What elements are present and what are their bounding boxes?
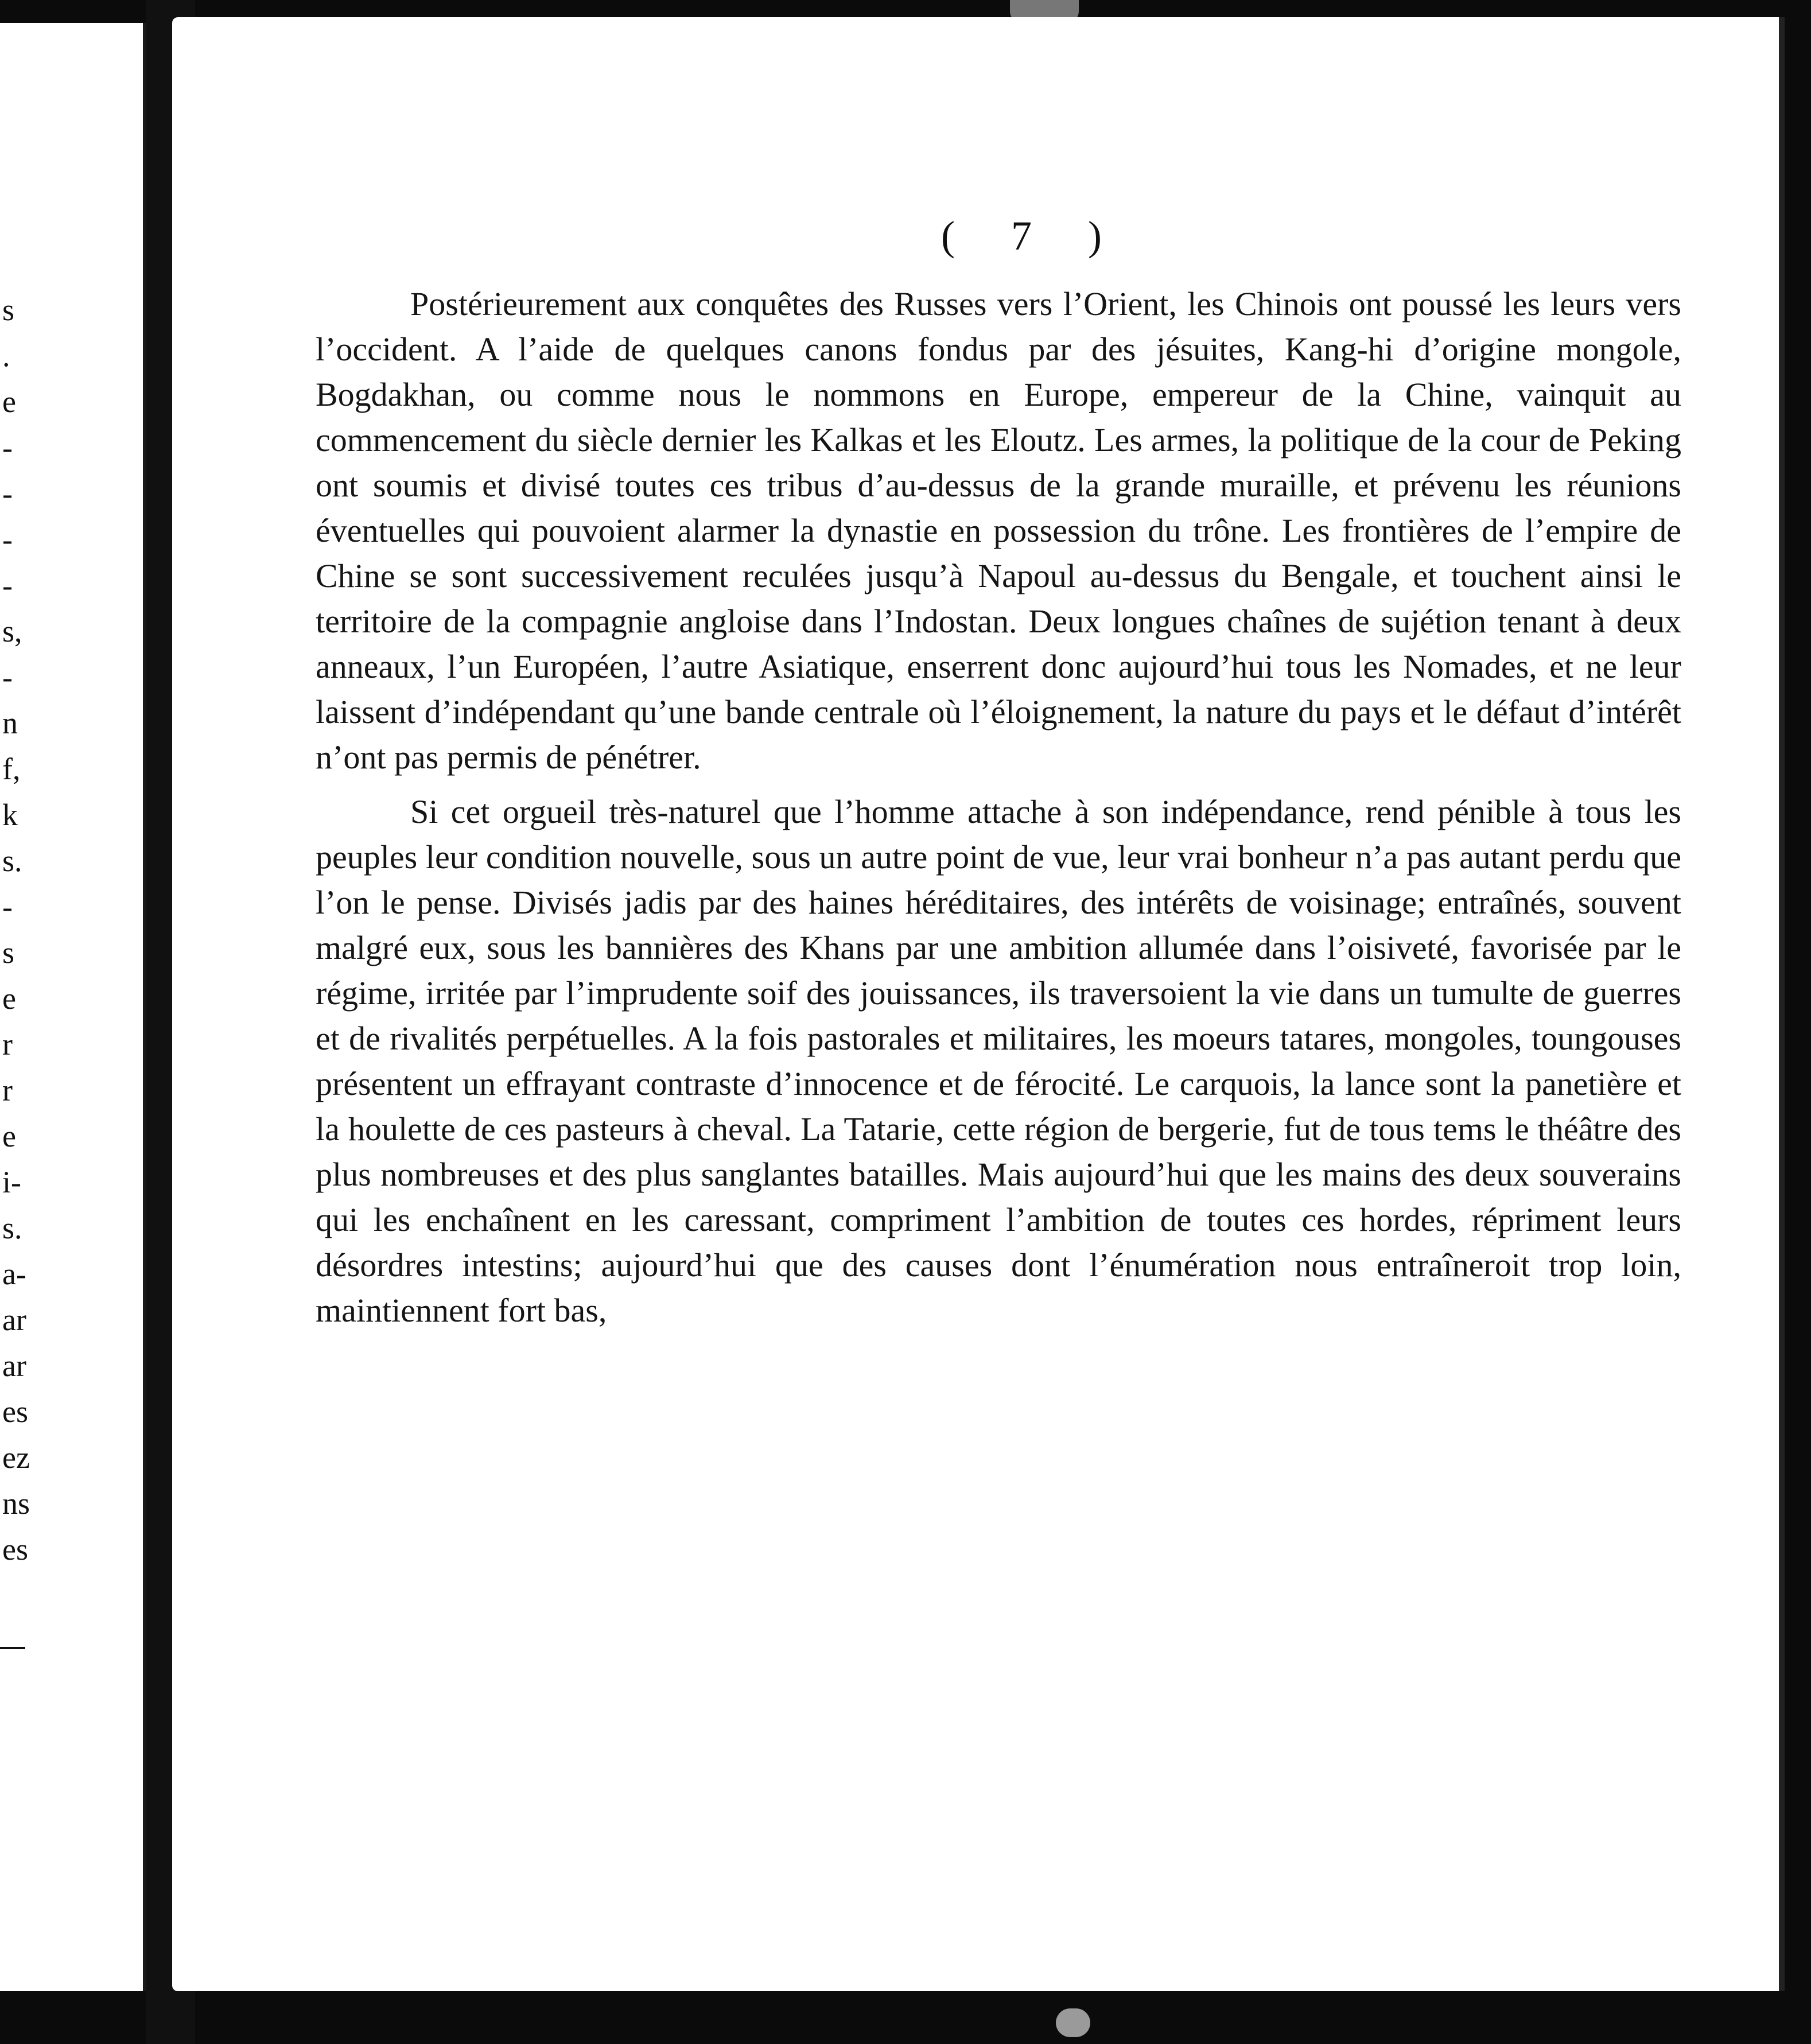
paragraph: Si cet orgueil très-naturel que l’homme attache à son indépendance, rend pénible à tous les peuples leur condition nouvelle, sous un autre point de vue, leur vrai bonheur n’a pas autant perdu que l’on le pense. Divisés jadis par des haines héréditaires, des intérêts de voisinage; entraînés, souvent malgré eux, sous les bannières des Khans par une ambition allumée dans l’oisiveté, favorisée par le régime, irritée par l’imprudente soif des jouissances, ils traversoient la vie dans un tumulte de guerres et de rivalités perpétuelles. A la fois pastorales et militaires, les moeurs tatares, mongoles, toungouses présentent un effrayant contraste d’innocence et de férocité. Le carquois, la lance sont la panetière et la houlette de ces pasteurs à cheval. La Tatarie, cette région de bergerie, fut de tous tems le théâtre des plus nombreuses et des plus sanglantes batailles. Mais aujourd’hui que les mains des deux souverains qui les enchaînent en les caressant, compriment l’ambition de toutes ces hordes, répriment leurs désordres intestins; aujourd’hui que des causes dont l’énumération nous entraîneroit trop loin, maintiennent fort bas, [316,793,1681,1329]
facing-page-left [0,23,146,1991]
fragment: s, [2,614,22,648]
fragment: f, [2,752,21,786]
fragment: s. [2,844,22,878]
fragment: k [2,798,18,832]
fragment: - [2,660,13,694]
scan-artifact-bottom [1056,2008,1090,2037]
fragment: i- [2,1165,21,1199]
fragment: - [2,889,13,924]
page-number: ( 7 ) [941,213,1125,259]
fragment: s [2,935,15,970]
fragment: ez [2,1440,30,1475]
fragment: e [2,981,16,1016]
fragment: - [2,476,13,511]
fragment: a- [2,1257,26,1291]
paragraph: Postérieurement aux conquêtes des Russes vers l’Orient, les Chinois ont poussé les leurs vers l’occident. A l’aide de quelques canons fondus par des jésuites, Kang-hi d’origine mongole, Bogdakhan, ou comme nous le nommons en Europe, empereur de la Chine, vainquit au commencement du siècle dernier les Kalkas et les Eloutz. Les armes, la politique de la cour de Peking ont soumis et divisé toutes ces tribus d’au-dessus de la grande muraille, et prévenu les réunions éventuelles qui pouvoient alarmer la dynastie en possession du trône. Les frontières de l’empire de Chine se sont successivement reculées jusqu’à Napoul au-dessus du Bengale, et touchent ainsi le territoire de la compagnie angloise dans l’Indostan. Deux longues chaînes de sujétion tenant à deux anneaux, l’un Européen, l’autre Asiatique, enserrent donc aujourd’hui tous les Nomades, et ne leur laissent d’indépendant qu’une bande centrale où l’éloignement, la nature du pays et le défaut d’intérêt n’ont pas permis de pénétrer. [316,285,1681,776]
fragment: - [2,430,13,465]
book-page [172,17,1785,1991]
fragment: - [2,568,13,603]
fragment: ar [2,1349,26,1383]
fragment: r [2,1073,13,1108]
facing-page-text-fragments [0,287,30,1572]
fragment: e [2,1119,16,1153]
fragment: es [2,1532,28,1567]
fragment: r [2,1027,13,1062]
fragment: es [2,1394,28,1429]
fragment: ar [2,1303,26,1337]
body-text [316,281,1681,1342]
fragment: . [2,339,10,373]
fragment: n [2,706,18,740]
fragment: - [2,522,13,557]
facing-page-rule [0,1647,25,1649]
fragment: ns [2,1486,30,1521]
fragment: e [2,384,16,419]
page-edge [1779,17,1785,1991]
fragment: s [2,293,15,327]
fragment: s. [2,1211,22,1245]
